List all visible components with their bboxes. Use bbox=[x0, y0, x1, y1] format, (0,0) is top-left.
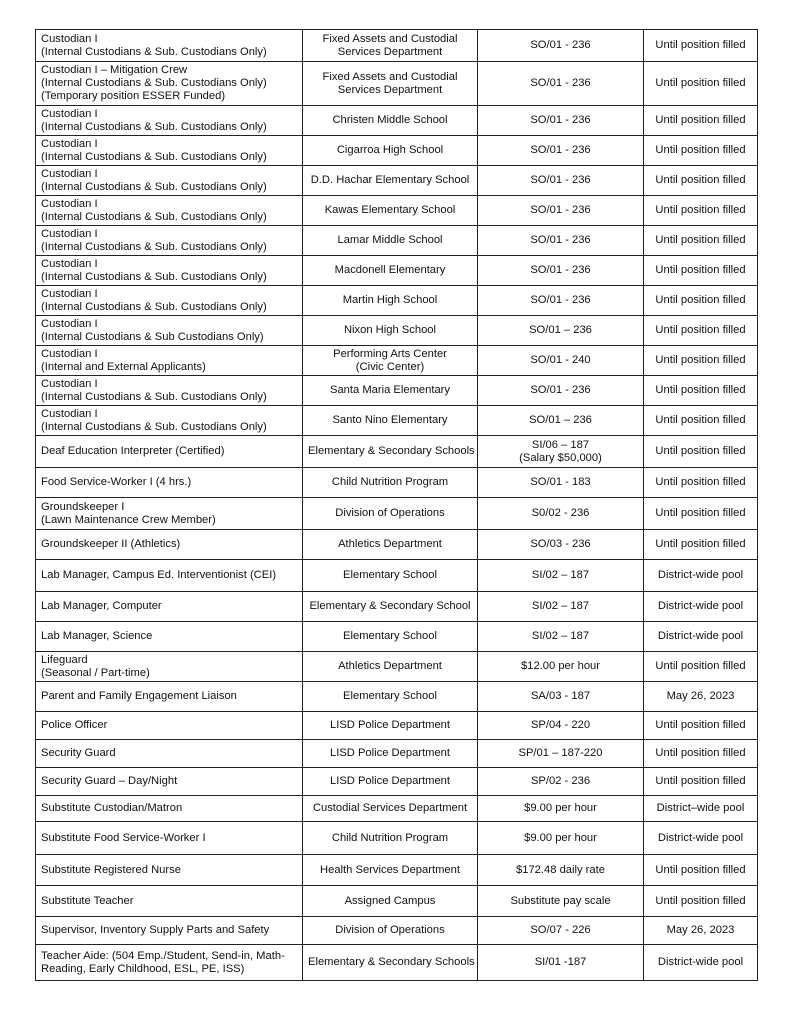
location-line: Elementary & Secondary Schools bbox=[308, 445, 475, 457]
pay-grade-cell bbox=[478, 622, 644, 652]
job-title-cell bbox=[36, 316, 303, 346]
location-line: Elementary & Secondary Schools bbox=[308, 956, 475, 968]
job-title-line: (Internal Custodians & Sub. Custodians Only) bbox=[41, 210, 267, 223]
job-postings-body bbox=[36, 30, 758, 981]
pay-grade-cell bbox=[478, 682, 644, 712]
job-title-line: Custodian I bbox=[41, 197, 98, 210]
pay-grade-cell bbox=[478, 346, 644, 376]
pay-grade-line: SO/07 - 226 bbox=[530, 924, 591, 936]
location-line: Health Services Department bbox=[320, 863, 460, 876]
deadline-cell: Until position filled bbox=[644, 530, 758, 560]
job-title-line: Custodian I – Mitigation Crew bbox=[41, 64, 188, 76]
job-title-line: (Internal Custodians & Sub. Custodians Only) bbox=[41, 180, 267, 193]
pay-grade-line: S0/02 - 236 bbox=[531, 507, 590, 519]
job-title-cell bbox=[36, 166, 303, 196]
location-cell bbox=[303, 560, 478, 592]
location-cell bbox=[303, 592, 478, 622]
deadline-cell: Until position filled bbox=[644, 406, 758, 436]
pay-grade-cell bbox=[478, 768, 644, 796]
job-title-cell bbox=[36, 768, 303, 796]
deadline-cell: Until position filled bbox=[644, 712, 758, 740]
job-title-cell bbox=[36, 622, 303, 652]
location-cell bbox=[303, 256, 478, 286]
job-title-line: Teacher Aide: (504 Emp./Student, Send-in, Math- bbox=[41, 949, 285, 962]
deadline-cell: Until position filled bbox=[644, 256, 758, 286]
job-title-line: (Internal Custodians & Sub. Custodians Only) bbox=[41, 45, 267, 58]
location-cell bbox=[303, 622, 478, 652]
table-row bbox=[36, 346, 758, 376]
deadline-cell: Until position filled bbox=[644, 498, 758, 530]
deadline-cell: May 26, 2023 bbox=[644, 682, 758, 712]
table-row bbox=[36, 712, 758, 740]
pay-grade-cell bbox=[478, 822, 644, 855]
location-cell bbox=[303, 226, 478, 256]
deadline-cell: May 26, 2023 bbox=[644, 917, 758, 945]
deadline-cell: District-wide pool bbox=[644, 945, 758, 981]
pay-grade-cell bbox=[478, 855, 644, 886]
job-title-line: (Internal and External Applicants) bbox=[41, 360, 206, 373]
job-title-cell bbox=[36, 855, 303, 886]
pay-grade-cell bbox=[478, 498, 644, 530]
job-title-line: (Internal Custodians & Sub. Custodians Only) bbox=[41, 240, 267, 253]
location-cell bbox=[303, 682, 478, 712]
pay-grade-line: $9.00 per hour bbox=[524, 802, 597, 814]
pay-grade-cell bbox=[478, 376, 644, 406]
pay-grade-line: SP/01 – 187-220 bbox=[518, 747, 603, 759]
job-title-line: Substitute Custodian/Matron bbox=[41, 802, 183, 814]
job-title-cell bbox=[36, 682, 303, 712]
job-title-cell bbox=[36, 286, 303, 316]
pay-grade-cell bbox=[478, 406, 644, 436]
table-row bbox=[36, 796, 758, 822]
job-title-cell bbox=[36, 376, 303, 406]
location-line: Nixon High School bbox=[343, 324, 437, 336]
location-line: Elementary School bbox=[343, 630, 437, 642]
job-title-line: Custodian I bbox=[41, 32, 98, 45]
table-row bbox=[36, 62, 758, 106]
job-title-line: (Internal Custodians & Sub. Custodians Only) bbox=[41, 420, 267, 433]
deadline-cell: District–wide pool bbox=[644, 796, 758, 822]
deadline-cell: Until position filled bbox=[644, 62, 758, 106]
location-line: Christen Middle School bbox=[332, 114, 448, 126]
pay-grade-line: SO/01 - 236 bbox=[530, 144, 591, 156]
pay-grade-line: SO/01 - 236 bbox=[530, 264, 591, 276]
deadline-cell: Until position filled bbox=[644, 652, 758, 682]
deadline-cell: Until position filled bbox=[644, 768, 758, 796]
pay-grade-line: SI/06 – 187 bbox=[531, 438, 590, 451]
deadline-cell: District-wide pool bbox=[644, 822, 758, 855]
table-row bbox=[36, 376, 758, 406]
pay-grade-cell bbox=[478, 226, 644, 256]
job-title-line: Security Guard bbox=[41, 747, 116, 759]
job-title-cell bbox=[36, 498, 303, 530]
table-row bbox=[36, 560, 758, 592]
location-cell bbox=[303, 316, 478, 346]
table-row bbox=[36, 316, 758, 346]
location-line: Fixed Assets and Custodial bbox=[322, 32, 458, 45]
pay-grade-cell bbox=[478, 592, 644, 622]
location-cell bbox=[303, 406, 478, 436]
job-title-cell bbox=[36, 256, 303, 286]
pay-grade-cell bbox=[478, 560, 644, 592]
location-cell bbox=[303, 712, 478, 740]
table-row bbox=[36, 106, 758, 136]
pay-grade-cell bbox=[478, 286, 644, 316]
pay-grade-line: SI/01 -187 bbox=[534, 956, 587, 968]
location-cell bbox=[303, 196, 478, 226]
job-postings-table bbox=[35, 29, 758, 981]
location-line: Santo Nino Elementary bbox=[332, 414, 448, 426]
location-cell bbox=[303, 166, 478, 196]
location-cell bbox=[303, 286, 478, 316]
table-row bbox=[36, 286, 758, 316]
location-line: Child Nutrition Program bbox=[331, 831, 449, 844]
job-title-line: Custodian I bbox=[41, 347, 98, 360]
table-row bbox=[36, 768, 758, 796]
deadline-cell: Until position filled bbox=[644, 196, 758, 226]
table-row bbox=[36, 822, 758, 855]
pay-grade-cell bbox=[478, 196, 644, 226]
job-title-line: Substitute Teacher bbox=[41, 894, 134, 907]
table-row bbox=[36, 256, 758, 286]
table-row bbox=[36, 886, 758, 917]
pay-grade-cell bbox=[478, 468, 644, 498]
job-title-line: Groundskeeper I bbox=[41, 500, 125, 513]
pay-grade-line: SO/01 - 236 bbox=[530, 294, 591, 306]
location-cell bbox=[303, 498, 478, 530]
job-title-cell bbox=[36, 226, 303, 256]
location-line: D.D. Hachar Elementary School bbox=[310, 174, 470, 186]
job-title-cell bbox=[36, 62, 303, 106]
pay-grade-cell bbox=[478, 712, 644, 740]
job-title-line: Custodian I bbox=[41, 227, 98, 240]
location-cell bbox=[303, 917, 478, 945]
location-line: Services Department bbox=[337, 45, 443, 58]
table-row bbox=[36, 136, 758, 166]
pay-grade-line: SO/01 - 236 bbox=[530, 114, 591, 126]
location-cell bbox=[303, 62, 478, 106]
pay-grade-line: SO/01 - 236 bbox=[530, 204, 591, 216]
pay-grade-line: SO/01 - 236 bbox=[530, 384, 591, 396]
table-row bbox=[36, 622, 758, 652]
table-row bbox=[36, 740, 758, 768]
location-line: LISD Police Department bbox=[329, 719, 450, 731]
pay-grade-cell bbox=[478, 166, 644, 196]
job-title-cell bbox=[36, 917, 303, 945]
job-title-line: (Internal Custodians & Sub Custodians Only) bbox=[41, 330, 264, 343]
pay-grade-cell bbox=[478, 316, 644, 346]
location-cell bbox=[303, 822, 478, 855]
pay-grade-line: SO/01 – 236 bbox=[529, 324, 592, 336]
job-title-line: Lab Manager, Computer bbox=[41, 600, 162, 612]
location-cell bbox=[303, 106, 478, 136]
location-cell bbox=[303, 530, 478, 560]
location-cell bbox=[303, 436, 478, 468]
job-title-line: (Internal Custodians & Sub. Custodians Only) bbox=[41, 77, 267, 89]
location-cell bbox=[303, 346, 478, 376]
deadline-cell: Until position filled bbox=[644, 136, 758, 166]
location-line: LISD Police Department bbox=[329, 775, 450, 787]
pay-grade-line: SI/02 – 187 bbox=[531, 600, 590, 612]
job-title-line: Lifeguard bbox=[41, 653, 88, 666]
job-title-line: Deaf Education Interpreter (Certified) bbox=[41, 445, 225, 457]
job-title-cell bbox=[36, 196, 303, 226]
deadline-cell: District-wide pool bbox=[644, 592, 758, 622]
location-line: Cigarroa High School bbox=[336, 144, 444, 156]
pay-grade-line: SA/03 - 187 bbox=[530, 690, 591, 702]
table-row bbox=[36, 30, 758, 62]
job-title-line: Substitute Registered Nurse bbox=[41, 863, 181, 876]
location-line: Kawas Elementary School bbox=[324, 204, 456, 216]
pay-grade-line: SO/01 - 236 bbox=[530, 77, 591, 89]
pay-grade-line: SO/01 - 236 bbox=[530, 174, 591, 186]
job-title-line: Custodian I bbox=[41, 287, 98, 300]
table-row bbox=[36, 530, 758, 560]
location-cell bbox=[303, 796, 478, 822]
job-title-line: Parent and Family Engagement Liaison bbox=[41, 690, 237, 702]
job-title-line: Lab Manager, Campus Ed. Interventionist (CEI) bbox=[41, 569, 277, 581]
job-title-line: Custodian I bbox=[41, 407, 98, 420]
pay-grade-cell bbox=[478, 796, 644, 822]
table-row bbox=[36, 406, 758, 436]
location-line: Services Department bbox=[337, 83, 443, 96]
job-title-line: Custodian I bbox=[41, 107, 98, 120]
pay-grade-cell bbox=[478, 30, 644, 62]
pay-grade-cell bbox=[478, 917, 644, 945]
location-line: Martin High School bbox=[342, 294, 438, 306]
job-title-line: (Temporary position ESSER Funded) bbox=[41, 90, 226, 102]
pay-grade-cell bbox=[478, 740, 644, 768]
location-line: Fixed Assets and Custodial bbox=[322, 70, 458, 83]
location-line: (Civic Center) bbox=[355, 360, 425, 373]
job-title-cell bbox=[36, 945, 303, 981]
deadline-cell: District-wide pool bbox=[644, 560, 758, 592]
job-title-cell bbox=[36, 106, 303, 136]
deadline-cell: Until position filled bbox=[644, 468, 758, 498]
job-title-cell bbox=[36, 346, 303, 376]
deadline-cell: Until position filled bbox=[644, 226, 758, 256]
table-row bbox=[36, 855, 758, 886]
job-title-line: (Internal Custodians & Sub. Custodians Only) bbox=[41, 270, 267, 283]
job-title-cell bbox=[36, 592, 303, 622]
pay-grade-cell bbox=[478, 256, 644, 286]
location-cell bbox=[303, 768, 478, 796]
location-cell bbox=[303, 855, 478, 886]
job-title-line: Custodian I bbox=[41, 377, 98, 390]
deadline-cell: Until position filled bbox=[644, 346, 758, 376]
deadline-cell: Until position filled bbox=[644, 886, 758, 917]
job-title-line: (Internal Custodians & Sub. Custodians Only) bbox=[41, 390, 267, 403]
pay-grade-cell bbox=[478, 530, 644, 560]
job-title-cell bbox=[36, 886, 303, 917]
job-title-line: Substitute Food Service-Worker I bbox=[41, 831, 206, 844]
job-title-line: Custodian I bbox=[41, 137, 98, 150]
deadline-cell: Until position filled bbox=[644, 436, 758, 468]
deadline-cell: Until position filled bbox=[644, 316, 758, 346]
job-title-line: (Lawn Maintenance Crew Member) bbox=[41, 513, 216, 526]
pay-grade-line: SO/01 – 236 bbox=[529, 414, 592, 426]
location-line: Performing Arts Center bbox=[333, 347, 447, 360]
pay-grade-cell bbox=[478, 436, 644, 468]
pay-grade-line: Substitute pay scale bbox=[510, 894, 611, 907]
job-title-line: Supervisor, Inventory Supply Parts and Safety bbox=[41, 924, 270, 936]
pay-grade-line: SP/02 - 236 bbox=[530, 775, 591, 787]
location-cell bbox=[303, 30, 478, 62]
location-line: Child Nutrition Program bbox=[331, 476, 449, 488]
job-title-line: (Internal Custodians & Sub. Custodians Only) bbox=[41, 120, 267, 133]
pay-grade-cell bbox=[478, 62, 644, 106]
table-row bbox=[36, 682, 758, 712]
location-cell bbox=[303, 740, 478, 768]
job-title-line: Custodian I bbox=[41, 167, 98, 180]
pay-grade-line: SO/01 - 240 bbox=[530, 354, 591, 366]
pay-grade-line: $172.48 daily rate bbox=[516, 863, 605, 876]
job-title-line: Custodian I bbox=[41, 257, 98, 270]
location-line: LISD Police Department bbox=[329, 747, 450, 759]
pay-grade-cell bbox=[478, 886, 644, 917]
job-title-cell bbox=[36, 436, 303, 468]
pay-grade-line: SI/02 – 187 bbox=[531, 630, 590, 642]
deadline-cell: Until position filled bbox=[644, 855, 758, 886]
deadline-cell: Until position filled bbox=[644, 166, 758, 196]
job-title-line: Groundskeeper II (Athletics) bbox=[41, 538, 181, 550]
job-title-line: Security Guard – Day/Night bbox=[41, 775, 178, 787]
job-title-line: Police Officer bbox=[41, 719, 108, 731]
table-row bbox=[36, 945, 758, 981]
job-title-cell bbox=[36, 30, 303, 62]
pay-grade-line: $9.00 per hour bbox=[524, 831, 597, 844]
location-line: Elementary School bbox=[343, 690, 437, 702]
job-title-cell bbox=[36, 560, 303, 592]
pay-grade-line: SI/02 – 187 bbox=[531, 569, 590, 581]
table-row bbox=[36, 226, 758, 256]
pay-grade-cell bbox=[478, 945, 644, 981]
table-row bbox=[36, 917, 758, 945]
pay-grade-line: SO/01 - 236 bbox=[530, 39, 591, 51]
pay-grade-cell bbox=[478, 652, 644, 682]
location-cell bbox=[303, 652, 478, 682]
location-cell bbox=[303, 376, 478, 406]
deadline-cell: District-wide pool bbox=[644, 622, 758, 652]
job-title-cell bbox=[36, 822, 303, 855]
location-line: Macdonell Elementary bbox=[334, 264, 446, 276]
table-row bbox=[36, 652, 758, 682]
location-line: Division of Operations bbox=[335, 507, 445, 519]
table-row bbox=[36, 166, 758, 196]
pay-grade-line: SP/04 - 220 bbox=[530, 719, 591, 731]
table-row bbox=[36, 196, 758, 226]
job-title-cell bbox=[36, 652, 303, 682]
location-line: Assigned Campus bbox=[344, 894, 436, 907]
job-title-cell bbox=[36, 740, 303, 768]
deadline-cell: Until position filled bbox=[644, 30, 758, 62]
location-line: Athletics Department bbox=[338, 660, 442, 672]
job-title-cell bbox=[36, 406, 303, 436]
job-title-cell bbox=[36, 796, 303, 822]
deadline-cell: Until position filled bbox=[644, 286, 758, 316]
pay-grade-line: (Salary $50,000) bbox=[519, 451, 602, 464]
location-line: Santa Maria Elementary bbox=[329, 384, 450, 396]
location-cell bbox=[303, 886, 478, 917]
pay-grade-cell bbox=[478, 136, 644, 166]
job-title-line: Custodian I bbox=[41, 317, 98, 330]
pay-grade-cell bbox=[478, 106, 644, 136]
table-row bbox=[36, 436, 758, 468]
pay-grade-line: $12.00 per hour bbox=[521, 660, 600, 672]
table-row bbox=[36, 468, 758, 498]
job-title-cell bbox=[36, 530, 303, 560]
job-title-cell bbox=[36, 712, 303, 740]
job-title-line: (Seasonal / Part-time) bbox=[41, 666, 150, 679]
pay-grade-line: SO/01 - 183 bbox=[530, 476, 591, 488]
location-line: Elementary School bbox=[343, 569, 437, 581]
deadline-cell: Until position filled bbox=[644, 376, 758, 406]
job-title-line: Reading, Early Childhood, ESL, PE, ISS) bbox=[41, 962, 245, 975]
location-line: Athletics Department bbox=[338, 538, 442, 550]
job-title-line: (Internal Custodians & Sub. Custodians Only) bbox=[41, 300, 267, 313]
table-row bbox=[36, 498, 758, 530]
location-cell bbox=[303, 136, 478, 166]
location-line: Division of Operations bbox=[335, 924, 445, 936]
location-line: Elementary & Secondary School bbox=[309, 600, 471, 612]
location-line: Custodial Services Department bbox=[312, 802, 468, 814]
job-title-line: Food Service-Worker I (4 hrs.) bbox=[41, 476, 192, 488]
deadline-cell: Until position filled bbox=[644, 740, 758, 768]
pay-grade-line: SO/03 - 236 bbox=[530, 538, 591, 550]
pay-grade-line: SO/01 - 236 bbox=[530, 234, 591, 246]
job-title-cell bbox=[36, 136, 303, 166]
location-cell bbox=[303, 945, 478, 981]
job-title-line: (Internal Custodians & Sub. Custodians Only) bbox=[41, 150, 267, 163]
location-line: Lamar Middle School bbox=[337, 234, 443, 246]
location-cell bbox=[303, 468, 478, 498]
job-title-cell bbox=[36, 468, 303, 498]
deadline-cell: Until position filled bbox=[644, 106, 758, 136]
job-title-line: Lab Manager, Science bbox=[41, 630, 153, 642]
table-row bbox=[36, 592, 758, 622]
